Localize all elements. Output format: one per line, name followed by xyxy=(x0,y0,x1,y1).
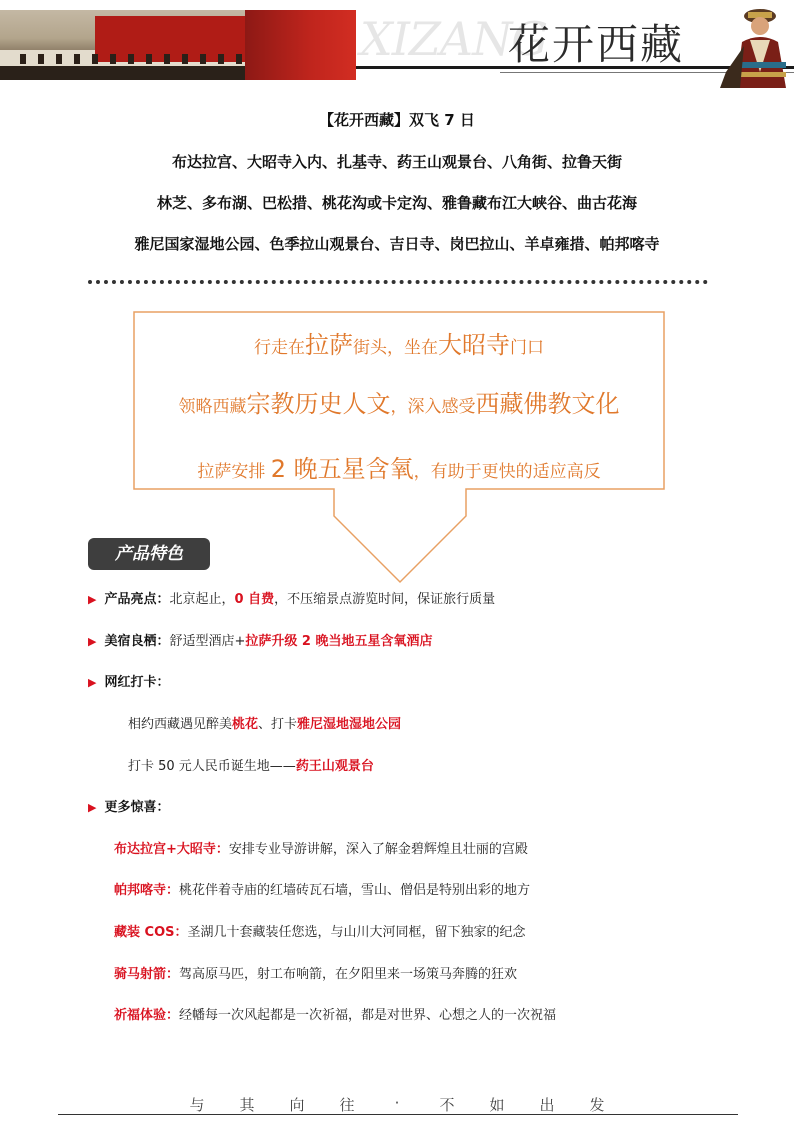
bullet-triangle-icon: ▶ xyxy=(88,801,97,814)
checkin-line-1: 相约西藏遇见醉美桃花、打卡雅尼湿地湿地公园 xyxy=(128,717,402,732)
more-item-potala: 布达拉宫+大昭寺：安排专业导游讲解，深入了解金碧辉煌且壮丽的宫殿 xyxy=(114,842,528,857)
feature-more: ▶ 更多惊喜： xyxy=(88,800,170,815)
more-item-riding: 骑马射箭：驾高原马匹，射工布响箭，在夕阳里来一场策马奔腾的狂欢 xyxy=(114,967,518,982)
callout-line-3: 拉萨安排 2 晚五星含氧，有助于更快的适应高反 xyxy=(197,455,601,483)
feature-hotel: ▶ 美宿良栖：舒适型酒店+拉萨升级 2 晚当地五星含氧酒店 xyxy=(88,634,433,649)
more-item-cos: 藏装 COS：圣湖几十套藏装任您选，与山川大河同框，留下独家的纪念 xyxy=(114,925,526,940)
header-watermark: XIZANG xyxy=(360,12,548,66)
more-item-pabangka: 帕邦喀寺：桃花伴着寺庙的红墙砖瓦石墙，雪山、僧侣是特别出彩的地方 xyxy=(114,883,531,898)
checkin-line-2: 打卡 50 元人民币诞生地——药王山观景台 xyxy=(128,759,374,774)
itinerary-line-1: 布达拉宫、大昭寺入内、扎基寺、药王山观景台、八角街、拉鲁天街 xyxy=(171,153,622,171)
section-badge: 产品特色 xyxy=(88,538,210,570)
more-item-blessing: 祈福体验：经幡每一次风起都是一次祈福，都是对世界、心想之人的一次祝福 xyxy=(114,1008,557,1023)
itinerary-line-3: 雅尼国家湿地公园、色季拉山观景台、吉日寺、岗巴拉山、羊卓雍措、帕邦喀寺 xyxy=(134,235,660,253)
footer-slogan: 与 其 向 往 · 不 如 出 发 xyxy=(189,1094,605,1114)
footer-rule xyxy=(58,1114,738,1115)
bullet-triangle-icon: ▶ xyxy=(88,676,97,689)
product-name: 【花开西藏】双飞 7 日 xyxy=(319,111,475,129)
itinerary-line-2: 林芝、多布湖、巴松措、桃花沟或卡定沟、雅鲁藏布江大峡谷、曲古花海 xyxy=(156,194,637,212)
callout-line-1: 行走在拉萨街头，坐在大昭寺门口 xyxy=(254,331,544,359)
callout-line-2: 领略西藏宗教历史人文，深入感受西藏佛教文化 xyxy=(178,390,620,418)
feature-highlight: ▶ 产品亮点：北京起止，0 自费，不压缩景点游览时间，保证旅行质量 xyxy=(88,592,496,607)
header-title: 花开西藏 xyxy=(508,20,685,69)
bullet-triangle-icon: ▶ xyxy=(88,593,97,606)
bullet-triangle-icon: ▶ xyxy=(88,635,97,648)
feature-checkin: ▶ 网红打卡： xyxy=(88,675,170,690)
